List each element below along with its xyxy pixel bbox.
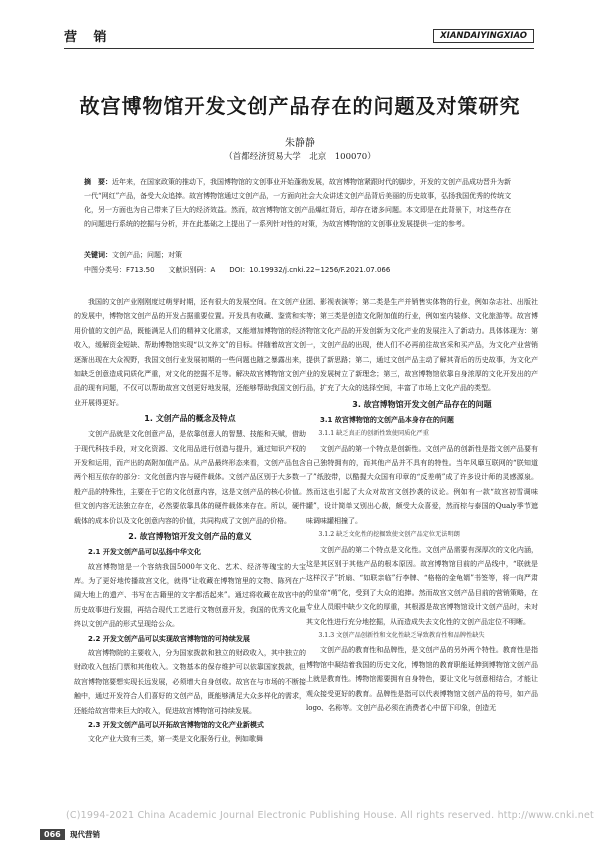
abstract	[84, 175, 514, 231]
keywords	[84, 250, 182, 260]
copyright-watermark: (C)1994-2021 China Academic Journal Electronic Publishing House. All rights reserved. http://www.cnki.net	[66, 810, 594, 821]
section-heading: 2. 故宫博物馆开发文创产品的意义	[128, 532, 252, 542]
keywords-text: 文创产品；问题；对策	[112, 251, 182, 259]
running-header	[64, 26, 534, 49]
body-column-right	[306, 295, 538, 715]
keywords-label: 关键词：	[84, 250, 112, 259]
body-paragraph: 文创产品就是文化创意产品，是依靠创意人的智慧、技能和天赋，借助于现代科技手段，对文化资源、文化用品进行创造与提升，通过知识产权的开发和运用，而产出的高附加值产品。从产品最终形态来看，文创产品包含两个相互依存的部分：文化创意内容与硬件载体。文创产品区别于大多数一般产品的特殊性，主要在于它的文化创意内容，这是文创产品的核心价值。但文创内容无法独立存在，必然要依靠具体的硬件载体来存在。所以，硬件载体的成本价以及文化创意内容的价值，共同构成了文创产品的价格。	[74, 430, 306, 525]
journal-name: 现代营销	[70, 830, 100, 839]
subsubsection-heading: 3.1.2 缺乏文化性的挖掘致使文创产品定位无法明朗	[318, 531, 460, 539]
body-paragraph: 文化产业大致有三类，第一类是文化服务行业，例如歌舞	[88, 735, 263, 744]
body-paragraph: 团、影视表演等；第二类是生产并销售实体物的行业，例如杂志社、出版社等；第三类是创造文化附加值的行业，例如室内装修、文化旅游等。故宫博物馆文化产品的开发创新为文化产业的发展注入了新动力。具体体现为：第一，文创产品的出现，使人们不必再前往故宫采和买产品，为文化产业营销提供了新思路；第二，通过文创产品主动了解其背后的历史故事，为文化产业的发展树立了新理念；第三，故宫博物馆依靠自身浓厚的文化开发出的产品，扩充了大众的选择空间，丰富了市场上文化产品的类型。	[306, 298, 538, 393]
body-paragraph: 我国的文创产业刚刚度过萌芽时期，还有很大的发展空间。在文创产业的发展中，博物馆文创产品的开发占据重要位置。开发具有收藏、鉴赏和实用价值的文创产品，既能满足人们的精神文化需求，又能增加博物馆的经济收入，缓解资金短缺、帮助博物馆实现“以文养文”的目标。伴随着故宫文创逐渐出现在大众视野，我国文创行业发展初期的一些问题也随之暴露出来，如缺乏创意造成同质化严重，对文化的挖掘不足等。解决故宫博物馆文创产品的现有问题，不仅可以帮助故宫文创更好地发展，还能够帮助我国文创行业开展得更好。	[74, 298, 306, 407]
subsection-heading: 2.1 开发文创产品可以弘扬中华文化	[88, 548, 201, 557]
subsubsection-heading: 3.1.1 缺乏真正的创新性致使同质化严重	[318, 430, 429, 438]
body-paragraph: 文创产品的第一个特点是创新性。文创产品的创新性是指文创产品要有自己独特拥有的，而其他产品并不具有的特性。当年风靡互联网的“朕知道了”纸胶带，以酷握大众国有印章的“反差萌”成了许多设计师的灵感源泉。然而这也引起了大众对故宫文创抄袭的议论。例如有一款“故宫初雪调味罐”，设计简单又别出心裁，颇受大众喜爱，然而棕与泰国的Qualy季节遮味调味罐相撞了。	[306, 444, 538, 525]
subsection-heading: 2.2 开发文创产品可以实现故宫博物馆的可持续发展	[88, 634, 250, 643]
body-column-left	[74, 295, 306, 747]
abstract-text: 近年来，在国家政策的推动下，我国博物馆的文创事业开始蓬勃发展，故宫博物馆紧跟时代的脚步，开发的文创产品成功晋升为新一代“网红”产品，备受大众追捧。故宫博物馆通过文创产品，一方面向社会大众讲述文创产品背后美丽的历史故事，弘扬我国优秀的传统文化，另一方面也为自己带来了巨大的经济效益。然而，故宫博物馆文创产品爆红背后，却存在诸多问题。本文即是在此背景下，对这些存在的问题进行系统的挖掘与分析，并在此基础之上提出了一系列针对性的对策，为故宫博物馆的文创事业发展提供一定的参考。	[84, 178, 512, 228]
section-label: 营 销	[64, 30, 113, 45]
subsubsection-heading: 3.1.3 文创产品创新性和文化性缺乏导致教育性和品牌性缺失	[318, 631, 485, 639]
subsection-heading: 3.1 故宫博物馆的文创产品本身存在的问题	[320, 415, 454, 424]
article-title: 故宫博物馆开发文创产品存在的问题及对策研究	[79, 94, 521, 118]
body-paragraph: 文创产品的教育性和品牌性，是文创产品的另外两个特性。教育性是指博物馆中凝结着我国的历史文化，博物馆的教育职能延伸到博物馆文创产品上就是教育性。博物馆需要拥有自身特色，要让文化与创意相结合，才能让观众接受更好的教育。品牌性是指可以代表博物馆文创产品的符号，如产品logo、名称等。文创产品必须在消费者心中留下印象，创造无	[306, 646, 538, 712]
body-paragraph: 文创产品的第二个特点是文化性。文创产品需要有深厚次的文化内涵，这是其区别于其他产品的根本原因。故宫博物馆目前的产品线中，“联就是这样汉子”折扇、“如联亲临”行李牌、“格格的金龟婿”书签等，将一向严肃的皇帝“萌”化，受到了大众的追捧。然而故宫文创产品目前的营销策略，在专业人员眼中缺少文化的厚重，其根源是故宫博物馆设计文创产品时，未对其文化性进行充分地挖掘，从而造成失去文化性的文创产品定位不明晰。	[306, 545, 538, 626]
page-number: 066	[40, 829, 65, 840]
body-paragraph: 故宫博物院的主要收入，分为国家拨款和独立的财政收入，其中独立的财政收入包括门票和其他收入。文物基本的保存维护可以依靠国家拨款，但故宫博物馆要想实现长远发展，必须增大自身创收。故宫在与市场的不断接触中，通过开发符合人们喜好的文创产品，既能够满足大众多样化的需求，还能给故宫带来巨大的收入，促进故宫博物馆可持续发展。	[74, 648, 306, 715]
section-heading: 3. 故宫博物馆开发文创产品存在的问题	[352, 399, 492, 409]
author-name: 朱静静	[285, 138, 315, 149]
author-affiliation: （首都经济贸易大学 北京 100070）	[224, 152, 376, 162]
classification-line: 中图分类号：F713.50 文献识别码：A DOI：10.19932/j.cnki.22−1256/F.2021.07.066	[84, 266, 391, 274]
journal-tag: XIANDAIYINGXIAO	[433, 29, 534, 43]
abstract-label: 摘 要：	[84, 177, 112, 186]
body-paragraph: 故宫博物馆是一个容纳我国5000年文化、艺术、经济等瑰宝的大宝库。为了更好地传播故宫文化，就得“让收藏在博物馆里的文物、陈列在广阔大地上的遗产、书写在古籍里的文字都活起来”。通过将收藏在故宫中的历史故事进行发掘，再结合现代工艺进行文物创意开发，我国的优秀文化最终以文创产品的形式呈现给公众。	[74, 562, 306, 629]
section-heading: 1. 文创产品的概念及特点	[144, 414, 236, 424]
subsection-heading: 2.3 开发文创产品可以开拓故宫博物馆的文化产业新模式	[88, 720, 264, 729]
